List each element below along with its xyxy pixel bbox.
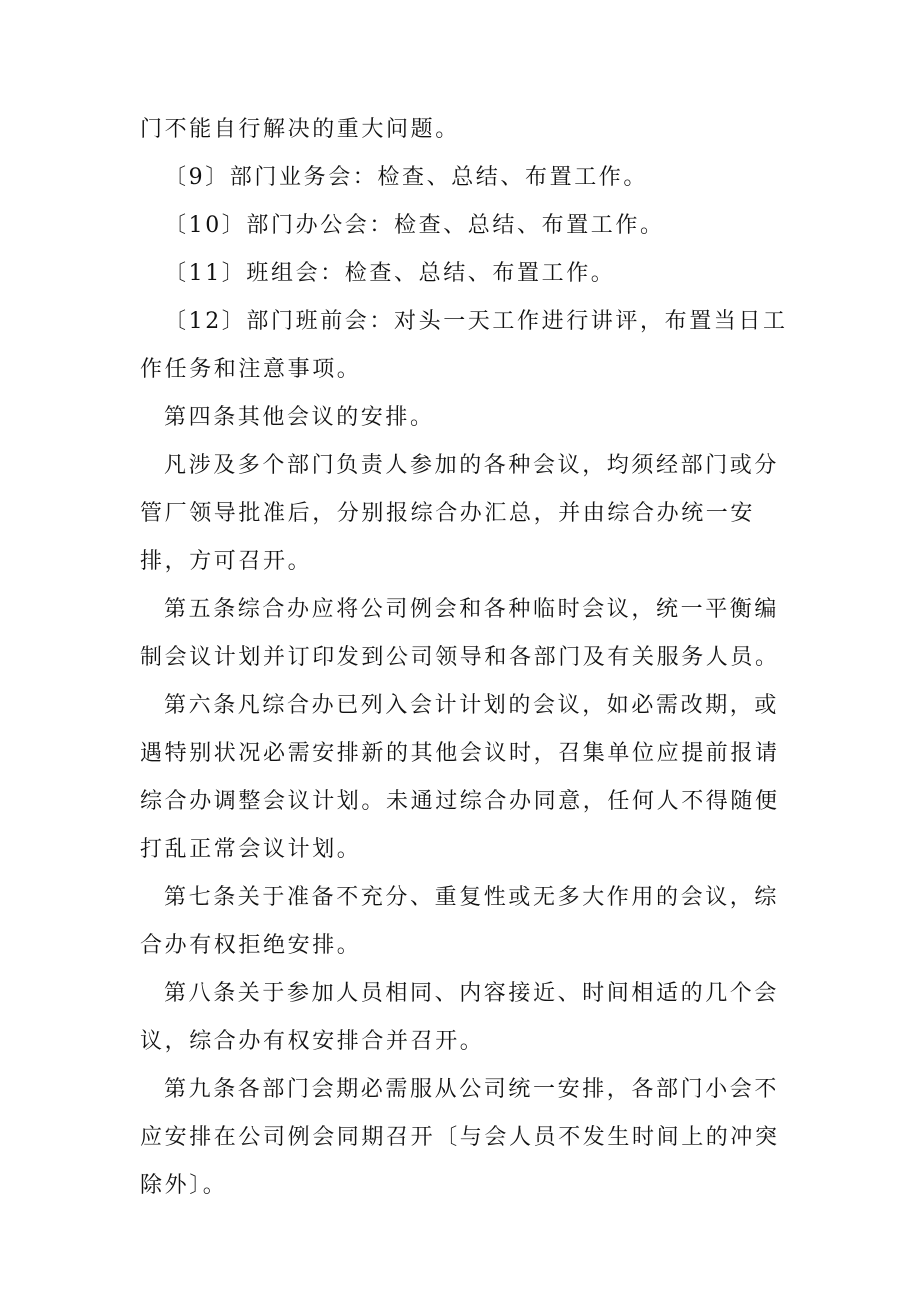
paragraph-item-9: 〔9〕部门业务会：检查、总结、布置工作。 xyxy=(164,165,648,190)
paragraph-article-4-body: 凡涉及多个部门负责人参加的各种会议，均须经部门或分管厂领导批准后，分别报综合办汇总，并由综合办统一安排，方可召开。 xyxy=(140,453,780,574)
paragraph-item-12: 〔12〕部门班前会：对头一天工作进行讲评，布置当日工作任务和注意事项。 xyxy=(140,309,788,382)
paragraph-item-11: 〔11〕班组会：检查、总结、布置工作。 xyxy=(164,261,616,286)
paragraph-article-5: 第五条综合办应将公司例会和各种临时会议，统一平衡编制会议计划并订印发到公司领导和各部门及有关服务人员。 xyxy=(140,597,780,670)
paragraph-article-9: 第九条各部门会期必需服从公司统一安排，各部门小会不应安排在公司例会同期召开〔与会人员不发生时间上的冲突除外〕。 xyxy=(140,1077,780,1198)
paragraph-article-4: 第四条其他会议的安排。 xyxy=(164,405,435,430)
paragraph-article-7: 第七条关于准备不充分、重复性或无多大作用的会议，综合办有权拒绝安排。 xyxy=(140,885,780,958)
document-page xyxy=(140,106,792,1210)
paragraph-continuation: 门不能自行解决的重大问题。 xyxy=(140,117,460,142)
paragraph-item-10: 〔10〕部门办公会：检查、总结、布置工作。 xyxy=(164,213,665,238)
paragraph-article-8: 第八条关于参加人员相同、内容接近、时间相适的几个会议，综合办有权安排合并召开。 xyxy=(140,981,780,1054)
paragraph-article-6: 第六条凡综合办已列入会计计划的会议，如必需改期，或遇特别状况必需安排新的其他会议时，召集单位应提前报请综合办调整会议计划。未通过综合办同意，任何人不得随便打乱正常会议计划。 xyxy=(140,693,780,862)
